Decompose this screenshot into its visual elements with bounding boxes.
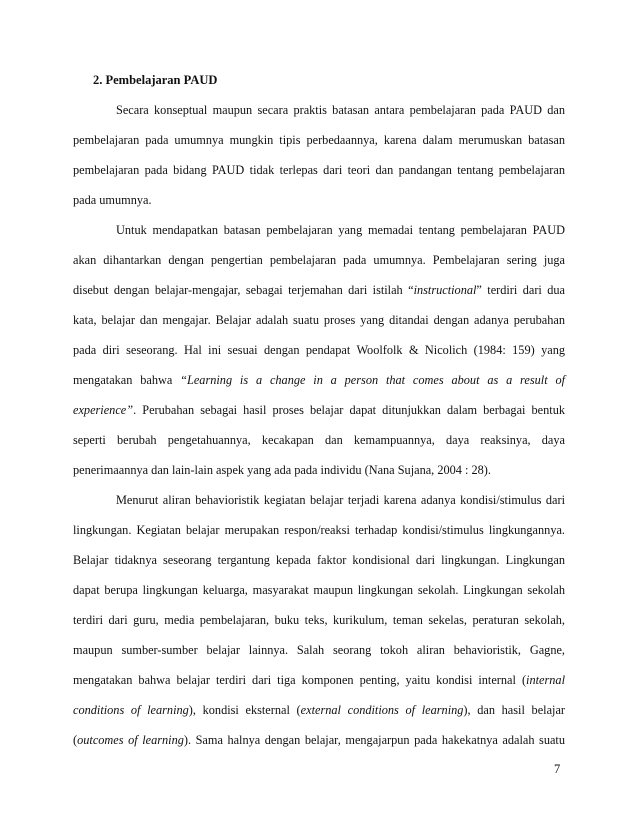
text-line: pada diri seseorang. Hal ini sesuai dengan pendapat Woolfolk & Nicolich (1984: 159) yang bbox=[73, 343, 565, 357]
page-number: 7 bbox=[554, 762, 561, 776]
text-line: dapat berupa lingkungan keluarga, masyarakat maupun lingkungan sekolah. Lingkungan sekolah bbox=[73, 583, 565, 597]
text-line: experience”. Perubahan sebagai hasil proses belajar dapat ditunjukkan dalam berbagai bentuk bbox=[73, 403, 565, 417]
text-line: Secara konseptual maupun secara praktis batasan antara pembelajaran pada PAUD dan bbox=[116, 103, 565, 117]
text-line: kata, belajar dan mengajar. Belajar adalah suatu proses yang ditandai dengan adanya perubahan bbox=[73, 313, 565, 327]
section-heading: 2. Pembelajaran PAUD bbox=[93, 73, 218, 87]
text-line: mengatakan bahwa belajar terdiri dari tiga komponen penting, yaitu kondisi internal (internal bbox=[73, 673, 565, 687]
text-line: terdiri dari guru, media pembelajaran, buku teks, kurikulum, teman sekelas, peraturan sekolah, bbox=[73, 613, 565, 627]
text-line: Menurut aliran behavioristik kegiatan belajar terjadi karena adanya kondisi/stimulus dari bbox=[116, 493, 565, 507]
text-line: Belajar tidaknya seseorang tergantung kepada faktor kondisional dari lingkungan. Lingkungan bbox=[73, 553, 565, 567]
text-line: akan dihantarkan dengan pengertian pembelajaran pada umumnya. Pembelajaran sering juga bbox=[73, 253, 565, 267]
text-line: Untuk mendapatkan batasan pembelajaran yang memadai tentang pembelajaran PAUD bbox=[116, 223, 565, 237]
text-line: (outcomes of learning). Sama halnya dengan belajar, mengajarpun pada hakekatnya adalah suatu bbox=[73, 733, 565, 747]
text-line: maupun sumber-sumber belajar lainnya. Salah seorang tokoh aliran behavioristik, Gagne, bbox=[73, 643, 565, 657]
text-line: pembelajaran pada bidang PAUD tidak terlepas dari teori dan pandangan tentang pembelajaran bbox=[73, 163, 565, 177]
text-line: seperti berubah pengetahuannya, kecakapan dan kemampuannya, daya reaksinya, daya bbox=[73, 433, 565, 447]
text-line: pembelajaran pada umumnya mungkin tipis perbedaannya, karena dalam merumuskan batasan bbox=[73, 133, 565, 147]
text-line: pada umumnya. bbox=[73, 193, 152, 207]
text-line: mengatakan bahwa “Learning is a change in a person that comes about as a result of bbox=[73, 373, 566, 387]
text-line: conditions of learning), kondisi eksternal (external conditions of learning), dan hasil belajar bbox=[73, 703, 565, 717]
text-line: penerimaannya dan lain-lain aspek yang ada pada individu (Nana Sujana, 2004 : 28). bbox=[73, 463, 491, 477]
text-line: disebut dengan belajar-mengajar, sebagai terjemahan dari istilah “instructional” terdiri dari dua bbox=[73, 283, 565, 297]
text-line: lingkungan. Kegiatan belajar merupakan respon/reaksi terhadap kondisi/stimulus lingkungannya. bbox=[73, 523, 565, 537]
